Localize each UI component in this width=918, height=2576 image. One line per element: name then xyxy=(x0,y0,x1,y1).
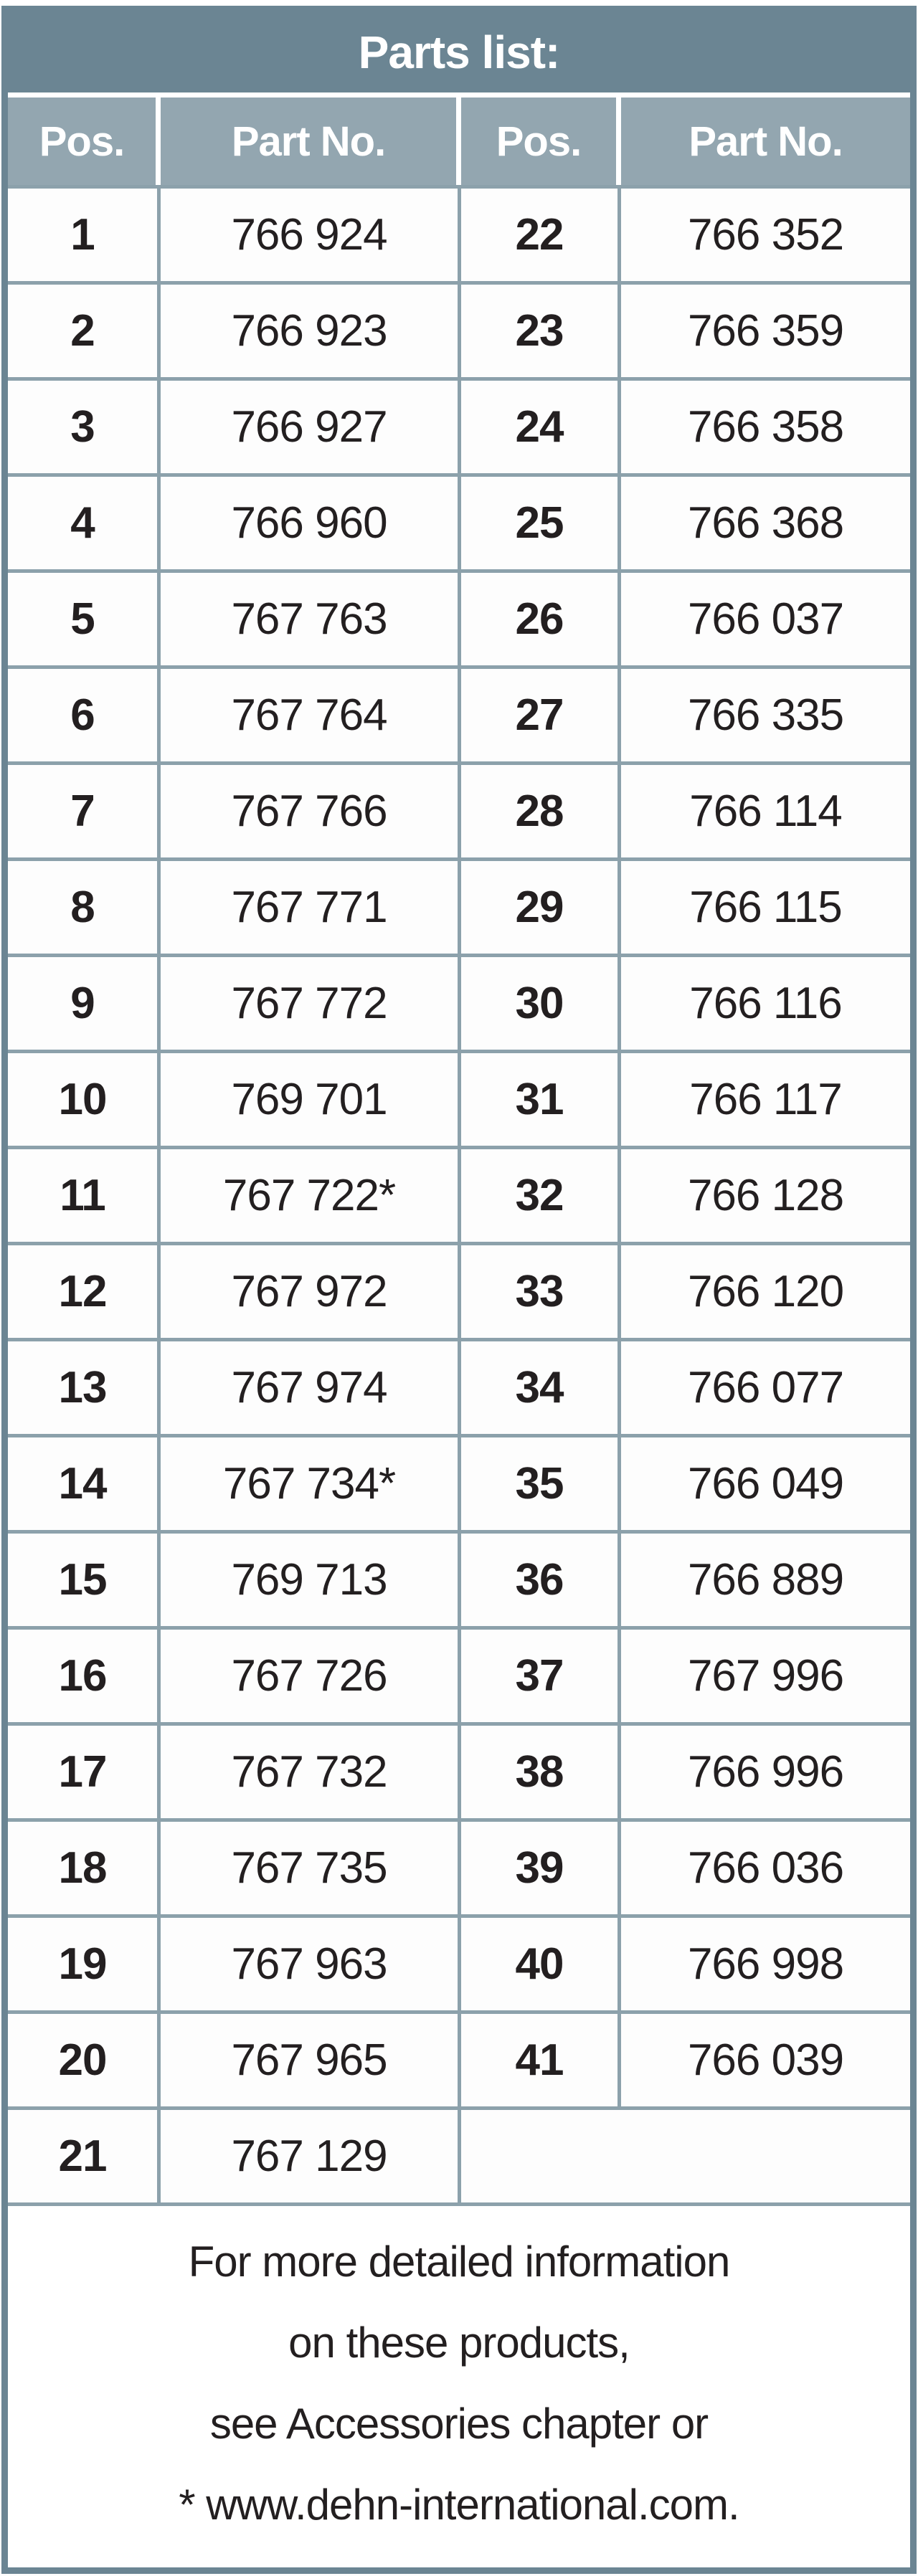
part-no-cell: 766 352 xyxy=(621,189,910,281)
part-no-cell: 769 701 xyxy=(161,1053,458,1146)
footer-line-2: on these products, xyxy=(288,2319,630,2367)
part-no-cell: 767 732 xyxy=(161,1726,458,1818)
pos-cell: 28 xyxy=(461,765,617,857)
table-title: Parts list: xyxy=(8,12,910,92)
pos-cell: 8 xyxy=(8,861,157,954)
pos-cell: 17 xyxy=(8,1726,157,1818)
pos-cell: 30 xyxy=(461,957,617,1050)
part-no-cell: 766 368 xyxy=(621,477,910,569)
header-pos-left: Pos. xyxy=(8,98,156,185)
pos-cell: 31 xyxy=(461,1053,617,1146)
part-no-cell: 767 996 xyxy=(621,1630,910,1722)
part-no-cell: 766 889 xyxy=(621,1534,910,1626)
part-no-cell: 767 766 xyxy=(161,765,458,857)
part-no-cell: 767 771 xyxy=(161,861,458,954)
pos-cell: 16 xyxy=(8,1630,157,1722)
part-no-cell: 767 763 xyxy=(161,573,458,665)
footer-line-4: * www.dehn-international.com. xyxy=(179,2481,739,2529)
part-no-cell: 766 049 xyxy=(621,1437,910,1530)
parts-table-body xyxy=(8,185,910,2206)
footer-line-1: For more detailed information xyxy=(188,2238,730,2286)
part-no-cell: 767 965 xyxy=(161,2014,458,2106)
pos-cell: 27 xyxy=(461,669,617,761)
part-no-cell: 766 039 xyxy=(621,2014,910,2106)
part-no-cell: 767 974 xyxy=(161,1341,458,1434)
part-no-cell: 767 735 xyxy=(161,1822,458,1914)
empty-cell xyxy=(461,2110,910,2202)
pos-cell: 4 xyxy=(8,477,157,569)
header-pos-right: Pos. xyxy=(461,98,616,185)
part-no-cell: 766 359 xyxy=(621,285,910,377)
part-no-cell: 766 923 xyxy=(161,285,458,377)
pos-cell: 35 xyxy=(461,1437,617,1530)
pos-cell: 22 xyxy=(461,189,617,281)
footer-note xyxy=(8,2206,910,2567)
pos-cell: 23 xyxy=(461,285,617,377)
part-no-cell: 766 998 xyxy=(621,1918,910,2010)
pos-cell: 20 xyxy=(8,2014,157,2106)
pos-cell: 6 xyxy=(8,669,157,761)
part-no-cell: 766 037 xyxy=(621,573,910,665)
pos-cell: 15 xyxy=(8,1534,157,1626)
pos-cell: 32 xyxy=(461,1149,617,1242)
pos-cell: 13 xyxy=(8,1341,157,1434)
part-no-cell: 766 335 xyxy=(621,669,910,761)
part-no-cell: 766 128 xyxy=(621,1149,910,1242)
pos-cell: 5 xyxy=(8,573,157,665)
pos-cell: 36 xyxy=(461,1534,617,1626)
pos-cell: 7 xyxy=(8,765,157,857)
part-no-cell: 766 117 xyxy=(621,1053,910,1146)
part-no-cell: 767 772 xyxy=(161,957,458,1050)
part-no-cell: 767 129 xyxy=(161,2110,458,2202)
title-header-divider xyxy=(8,92,910,98)
part-no-cell: 767 726 xyxy=(161,1630,458,1722)
pos-cell: 19 xyxy=(8,1918,157,2010)
part-no-cell: 766 115 xyxy=(621,861,910,954)
pos-cell: 26 xyxy=(461,573,617,665)
pos-cell: 12 xyxy=(8,1245,157,1338)
part-no-cell: 767 722* xyxy=(161,1149,458,1242)
table-header-row xyxy=(8,98,910,185)
part-no-cell: 767 963 xyxy=(161,1918,458,2010)
pos-cell: 9 xyxy=(8,957,157,1050)
pos-cell: 34 xyxy=(461,1341,617,1434)
header-part-no-right: Part No. xyxy=(621,98,910,185)
part-no-cell: 767 764 xyxy=(161,669,458,761)
part-no-cell: 767 734* xyxy=(161,1437,458,1530)
part-no-cell: 767 972 xyxy=(161,1245,458,1338)
pos-cell: 38 xyxy=(461,1726,617,1818)
part-no-cell: 766 358 xyxy=(621,381,910,473)
pos-cell: 18 xyxy=(8,1822,157,1914)
part-no-cell: 766 927 xyxy=(161,381,458,473)
pos-cell: 33 xyxy=(461,1245,617,1338)
header-part-no-left: Part No. xyxy=(161,98,456,185)
footer-line-3: see Accessories chapter or xyxy=(209,2400,709,2448)
part-no-cell: 766 036 xyxy=(621,1822,910,1914)
pos-cell: 11 xyxy=(8,1149,157,1242)
part-no-cell: 766 960 xyxy=(161,477,458,569)
part-no-cell: 769 713 xyxy=(161,1534,458,1626)
part-no-cell: 766 116 xyxy=(621,957,910,1050)
pos-cell: 40 xyxy=(461,1918,617,2010)
pos-cell: 39 xyxy=(461,1822,617,1914)
pos-cell: 14 xyxy=(8,1437,157,1530)
part-no-cell: 766 996 xyxy=(621,1726,910,1818)
pos-cell: 2 xyxy=(8,285,157,377)
parts-list-panel xyxy=(1,6,917,2574)
pos-cell: 10 xyxy=(8,1053,157,1146)
part-no-cell: 766 077 xyxy=(621,1341,910,1434)
pos-cell: 1 xyxy=(8,189,157,281)
part-no-cell: 766 120 xyxy=(621,1245,910,1338)
pos-cell: 21 xyxy=(8,2110,157,2202)
pos-cell: 3 xyxy=(8,381,157,473)
pos-cell: 24 xyxy=(461,381,617,473)
pos-cell: 41 xyxy=(461,2014,617,2106)
part-no-cell: 766 924 xyxy=(161,189,458,281)
part-no-cell: 766 114 xyxy=(621,765,910,857)
pos-cell: 29 xyxy=(461,861,617,954)
pos-cell: 25 xyxy=(461,477,617,569)
pos-cell: 37 xyxy=(461,1630,617,1722)
